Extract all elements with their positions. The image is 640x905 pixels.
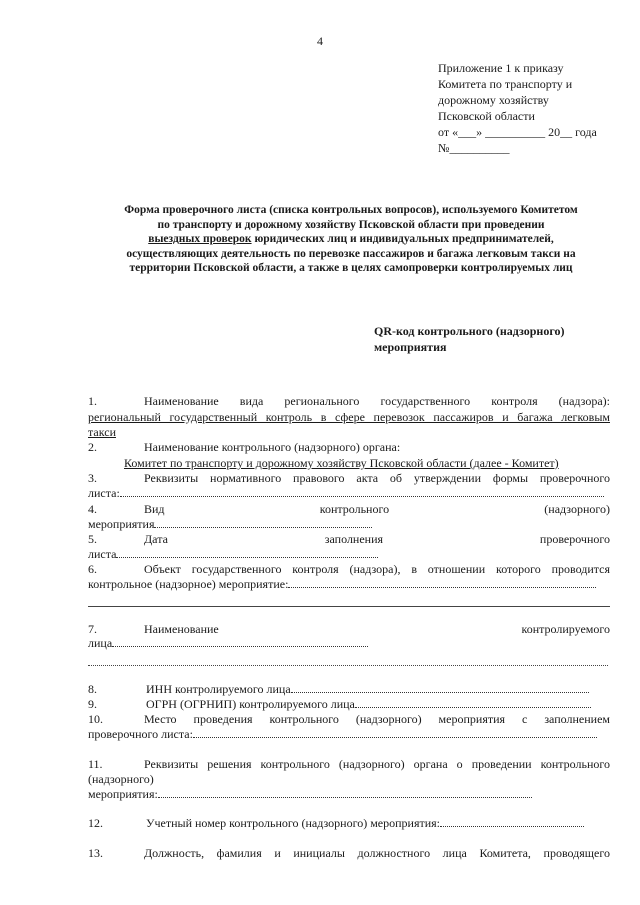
item-number: 6.: [88, 562, 97, 576]
item-number: 10.: [88, 712, 103, 726]
appendix-line: Псковской области: [438, 109, 535, 123]
item-2: [88, 440, 610, 456]
item-2-text: Наименование контрольного (надзорного) органа:: [144, 440, 401, 454]
item-11-text: Реквизиты решения контрольного (надзорного) органа о проведении контрольного: [144, 757, 610, 771]
fill-line[interactable]: [440, 816, 584, 827]
item-8: [88, 682, 610, 698]
fill-line[interactable]: [291, 682, 589, 693]
item-number: 2.: [88, 440, 97, 454]
item-2-value: [124, 456, 604, 472]
fill-line[interactable]: [355, 697, 591, 708]
item-2-value-text: Комитет по транспорту и дорожному хозяйству Псковской области (далее - Комитет): [124, 456, 559, 470]
item-10-text-cont: проверочного листа:: [88, 727, 193, 741]
title-line: осуществляющих деятельность по перевозке пассажиров и багажа легковым такси на: [126, 247, 576, 260]
appendix-date-line: от «___» __________ 20__ года: [438, 125, 597, 139]
fill-line[interactable]: [193, 727, 597, 738]
item-number: 4.: [88, 502, 97, 516]
item-13: [88, 846, 610, 862]
item-7-word: контролируемого: [521, 622, 610, 636]
appendix-header: [438, 60, 597, 156]
appendix-line: Комитета по транспорту и: [438, 77, 573, 91]
appendix-line: дорожному хозяйству: [438, 93, 549, 107]
item-5: [88, 532, 610, 548]
item-number: 8.: [88, 682, 97, 696]
item-number: 12.: [88, 816, 103, 830]
item-4-word: Вид: [144, 502, 165, 516]
item-11-cont: (надзорного): [88, 772, 154, 786]
form-title: [84, 203, 618, 276]
item-10-cont: [88, 727, 610, 743]
title-line: по транспорту и дорожному хозяйству Псковской области при проведении: [157, 218, 545, 231]
item-1-text: Наименование вида регионального государственного контроля (надзора):: [144, 394, 610, 408]
item-7-word: Наименование: [144, 622, 219, 636]
item-5-text-cont: листа: [88, 547, 117, 561]
item-11-text-cont: мероприятия:: [88, 787, 158, 801]
item-7-text-cont: лица: [88, 636, 113, 650]
fill-line[interactable]: [154, 517, 372, 528]
item-5-word: проверочного: [539, 532, 611, 546]
page-number: 4: [317, 34, 323, 48]
qr-code-label: [374, 323, 564, 355]
blank-dotted-rule[interactable]: [88, 665, 608, 666]
item-7-cont: [88, 636, 610, 652]
item-3: [88, 471, 610, 487]
item-11: [88, 757, 610, 773]
title-line-rest: юридических лиц и индивидуальных предпринимателей,: [251, 233, 554, 245]
item-13-text: Должность, фамилия и инициалы должностного лица Комитета, проводящего: [144, 846, 610, 860]
item-6-text-cont: контрольное (надзорное) мероприятие:: [88, 577, 289, 591]
item-number: 7.: [88, 622, 97, 636]
item-4: [88, 502, 610, 518]
item-number: 9.: [88, 697, 97, 711]
item-1-value-cont: такси: [88, 425, 116, 439]
item-8-text: ИНН контролируемого лица: [146, 682, 291, 696]
qr-label-line: QR-код контрольного (надзорного): [374, 324, 565, 338]
item-number: 13.: [88, 846, 103, 860]
fill-line[interactable]: [158, 787, 532, 798]
item-3-text-cont: листа:: [88, 486, 120, 500]
fill-line[interactable]: [120, 486, 604, 497]
item-6: [88, 562, 610, 578]
blank-rule[interactable]: [88, 606, 610, 607]
appendix-number-line: №__________: [438, 141, 510, 155]
appendix-line: Приложение 1 к приказу: [438, 61, 564, 75]
item-5-word: заполнения: [324, 532, 384, 546]
fill-line[interactable]: [112, 636, 368, 647]
item-5-cont: [88, 547, 610, 563]
qr-label-line: мероприятия: [374, 340, 447, 354]
fill-line[interactable]: [288, 577, 596, 588]
item-6-text: Объект государственного контроля (надзора), в отношении которого проводится: [144, 562, 610, 576]
item-5-word: Дата: [144, 532, 168, 546]
item-4-cont: [88, 517, 610, 533]
item-1: [88, 394, 610, 410]
item-number: 5.: [88, 532, 97, 546]
item-3-text: Реквизиты нормативного правового акта об утверждении формы проверочного: [144, 471, 610, 485]
item-3-cont: [88, 486, 610, 502]
item-11-cont2: [88, 787, 610, 803]
item-9: [88, 697, 610, 713]
title-line: территории Псковской области, а также в целях самопроверки контролируемых лиц: [129, 262, 573, 274]
item-number: 1.: [88, 394, 97, 408]
title-line: Форма проверочного листа (списка контрольных вопросов), используемого Комитетом: [124, 204, 578, 216]
item-1-value: региональный государственный контроль в сфере перевозок пассажиров и багажа легковым: [88, 410, 610, 424]
item-4-text-cont: мероприятия: [88, 517, 155, 531]
item-12: [88, 816, 610, 832]
item-number: 11.: [88, 757, 103, 771]
item-9-text: ОГРН (ОГРНИП) контролируемого лица: [146, 697, 355, 711]
fill-line[interactable]: [116, 547, 378, 558]
item-4-word: (надзорного): [544, 502, 611, 516]
item-4-word: контрольного: [319, 502, 390, 516]
title-underlined-phrase: выездных проверок: [148, 233, 252, 245]
title-line: [84, 232, 618, 247]
item-6-cont: [88, 577, 610, 593]
item-12-text: Учетный номер контрольного (надзорного) мероприятия:: [146, 816, 441, 830]
item-10: [88, 712, 610, 728]
item-10-text: Место проведения контрольного (надзорного) мероприятия с заполнением: [144, 712, 610, 726]
item-number: 3.: [88, 471, 97, 485]
